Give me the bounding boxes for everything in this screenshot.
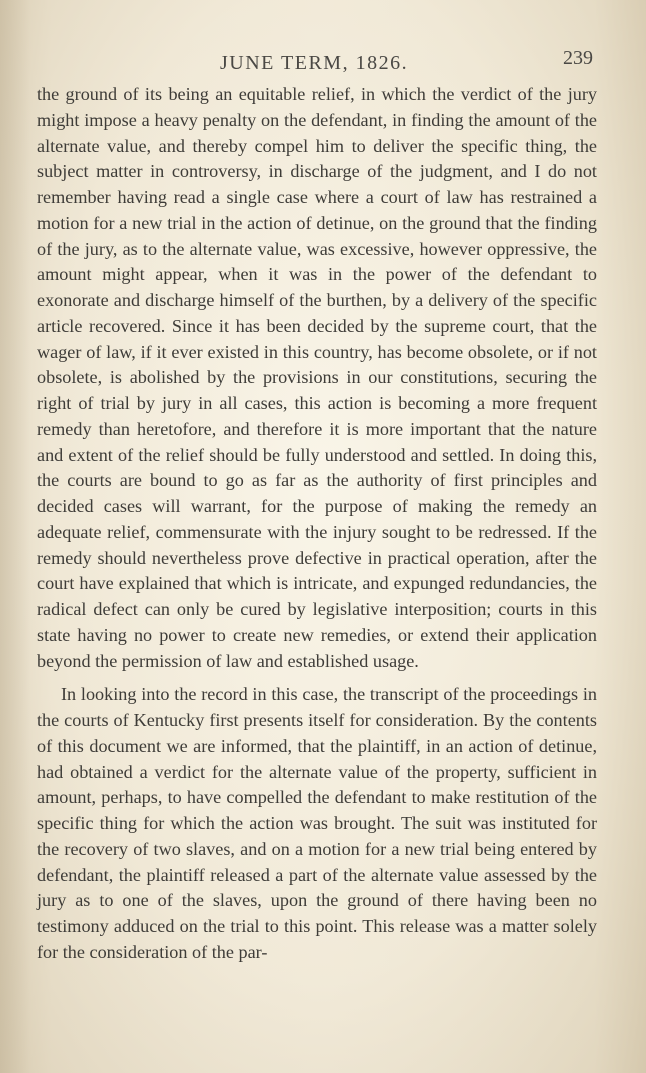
paragraph-continuation: the ground of its being an equitable relief, in which the verdict of the jury might impose a heavy penalty on the defendant, in finding the amount of the alternate value, and thereby compel him to deliver the specific thing, the subject matter in controversy, in discharge of the judgment, and I do not remember having read a single case where a court of law has restrained a motion for a new trial in the action of detinue, on the ground that the finding of the jury, as to the alternate value, was excessive, however oppressive, the amount might appear, when it was in the power of the defendant to exonorate and discharge himself of the burthen, by a delivery of the specific article recovered. Since it has been decided by the supreme court, that the wager of law, if it ever existed in this country, has become obsolete, or if not obsolete, is abolished by the provisions in our constitutions, securing the right of trial by jury in all cases, this action is becoming a more frequent remedy than heretofore, and therefore it is more important that the nature and extent of the relief should be fully understood and settled. In doing this, the courts are bound to go as far as the authority of first principles and decided cases will warrant, for the purpose of making the remedy an adequate relief, commensurate with the injury sought to be redressed. If the remedy should nevertheless prove defective in practical operation, after the court have explained that which is intricate, and expunged redundancies, the radical defect can only be cured by legislative interposition; courts in this state having no power to create new remedies, or extend their application beyond the permission of law and established usage. (37, 84, 597, 671)
running-head: JUNE TERM, 1826. (220, 52, 409, 74)
paragraph-record-review: In looking into the record in this case, the transcript of the proceedings in the courts of Kentucky first presents itself for consideration. By the contents of this document we are informed, that the plaintiff, in an action of detinue, had obtained a verdict for the alternate value of the property, sufficient in amount, perhaps, to have compelled the defendant to make restitution of the specific thing for which the action was brought. The suit was instituted for the recovery of two slaves, and on a motion for a new trial being entered by defendant, the plaintiff released a part of the alternate value assessed by the jury as to one of the slaves, upon the ground of there having been no testimony adduced on the trial to this point. This release was a matter solely for the consideration of the par- (37, 684, 597, 962)
page-number: 239 (563, 47, 593, 69)
body-text (37, 82, 597, 966)
page-edge-shadow (0, 0, 30, 1073)
